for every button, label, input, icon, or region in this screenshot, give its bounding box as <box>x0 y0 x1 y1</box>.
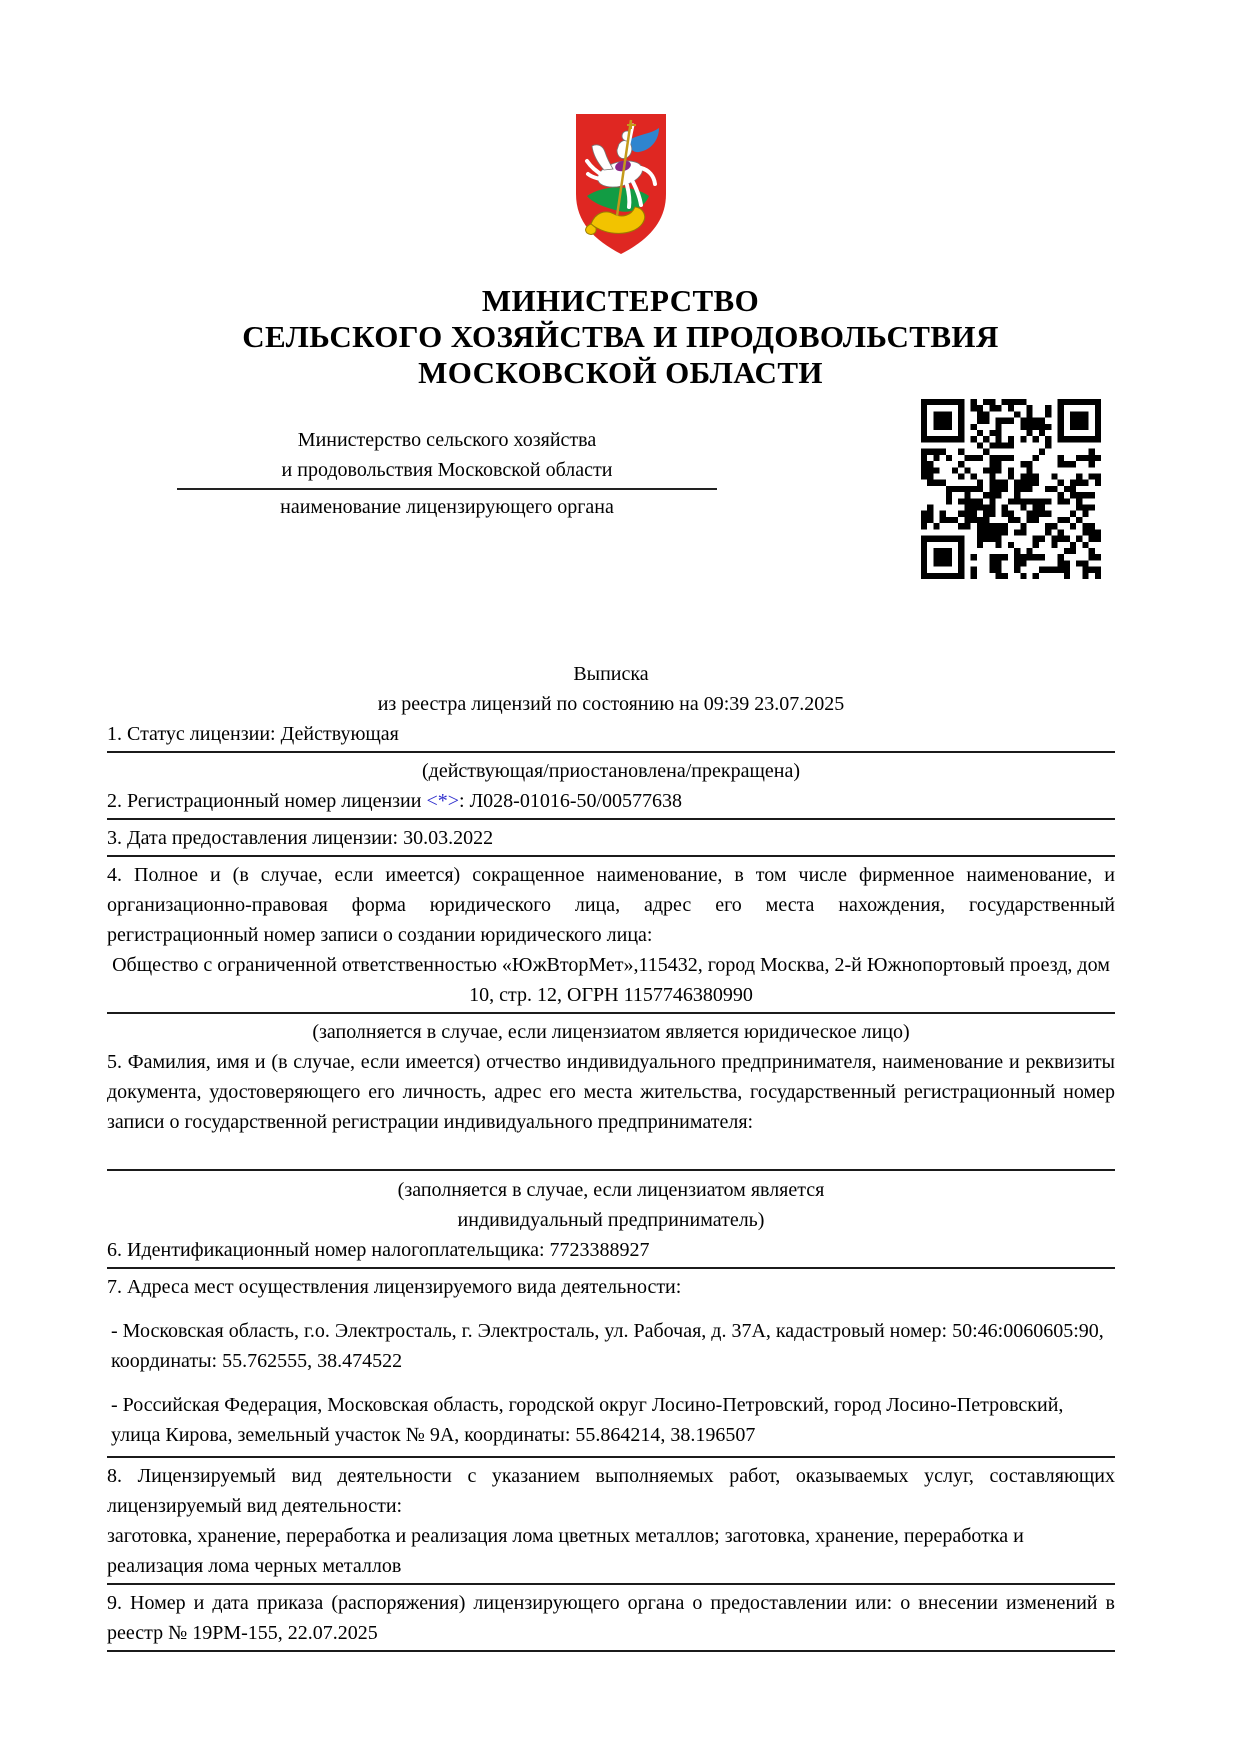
authority-caption: наименование лицензирующего органа <box>280 496 614 518</box>
authority-name-line: Министерство сельского хозяйства <box>297 429 597 451</box>
authority-name-line: и продовольствия Московской области <box>281 459 613 481</box>
extract-items <box>107 719 1115 1652</box>
reg-number-prefix: 2. Регистрационный номер лицензии <box>107 790 427 812</box>
entrepreneur-note-line: индивидуальный предприниматель) <box>457 1209 765 1231</box>
emblem-wrap <box>0 0 1241 267</box>
item-grant-date: 3. Дата предоставления лицензии: 30.03.2022 <box>107 823 1115 857</box>
doc-title: Выписка <box>573 663 649 685</box>
legal-entity-note: (заполняется в случае, если лицензиатом является юридическое лицо) <box>312 1021 910 1043</box>
doc-heading <box>107 659 1115 719</box>
licensing-authority-name <box>177 425 717 490</box>
item-license-status-note: (действующая/приостановлена/прекращена) <box>422 760 800 782</box>
doc-status-line: из реестра лицензий по состоянию на 09:39 23.07.2025 <box>377 693 845 715</box>
item-taxpayer-number: 6. Идентификационный номер налогоплательщика: 7723388927 <box>107 1235 1115 1269</box>
qr-code-svg <box>921 399 1101 579</box>
moscow-oblast-coat-of-arms-icon <box>571 110 671 258</box>
item-legal-entity-heading: 4. Полное и (в случае, если имеется) сокращенное наименование, в том числе фирменное наименование, и организационно-правовая форма юридического лица, адрес его места нахождения, государственный регистрационный номер записи о создании юридического лица: <box>107 864 1115 946</box>
item-registration-number <box>107 786 1115 820</box>
header-row <box>107 397 1115 579</box>
activity-address: - Московская область, г.о. Электросталь, г. Электросталь, ул. Рабочая, д. 37А, кадастровый номер: 50:46:0060605:90, координаты: 55.762555, 38.474522 <box>111 1320 1104 1372</box>
ministry-title-line: МОСКОВСКОЙ ОБЛАСТИ <box>418 355 823 390</box>
item-addresses-heading: 7. Адреса мест осуществления лицензируемого вида деятельности: <box>107 1276 682 1298</box>
item-order-number: 9. Номер и дата приказа (распоряжения) лицензирующего органа о предоставлении или: о внесении изменений в реестр № 19РМ-155, 22.07.2025 <box>107 1588 1115 1652</box>
ministry-title-line: МИНИСТЕРСТВО <box>481 283 760 318</box>
footnote-marker: <*> <box>426 790 460 812</box>
item-entrepreneur-heading: 5. Фамилия, имя и (в случае, если имеется) отчество индивидуального предпринимателя, наименование и реквизиты документа, удостоверяющего его личность, адрес его места жительства, государственный регистрационный номер записи о государственной регистрации индивидуального предпринимателя: <box>107 1051 1115 1133</box>
emblem-horse-leg <box>627 185 629 207</box>
entrepreneur-note-line: (заполняется в случае, если лицензиатом является <box>397 1179 825 1201</box>
empty-fill-line <box>107 1137 1115 1171</box>
reg-number-value: : Л028-01016-50/00577638 <box>459 790 683 812</box>
legal-entity-value: Общество с ограниченной ответственностью «ЮжВторМет»,115432, город Москва, 2-й Южнопортовый проезд, дом 10, стр. 12, ОГРН 1157746380990 <box>107 950 1115 1014</box>
ministry-title <box>0 283 1241 391</box>
item-license-status: 1. Статус лицензии: Действующая <box>107 719 1115 753</box>
licensing-authority-block <box>177 397 717 522</box>
ministry-title-line: СЕЛЬСКОГО ХОЗЯЙСТВА И ПРОДОВОЛЬСТВИЯ <box>242 319 999 354</box>
qr-code <box>921 399 1101 579</box>
activity-value: заготовка, хранение, переработка и реализация лома цветных металлов; заготовка, хранение, переработка и реализация лома черных металлов <box>107 1521 1115 1585</box>
activity-address: - Российская Федерация, Московская область, городской округ Лосино-Петровский, город Лосино-Петровский, улица Кирова, земельный участок № 9А, координаты: 55.864214, 38.196507 <box>107 1390 1115 1458</box>
item-activity-heading: 8. Лицензируемый вид деятельности с указанием выполняемых работ, оказываемых услуг, составляющих лицензируемый вид деятельности: <box>107 1465 1115 1517</box>
